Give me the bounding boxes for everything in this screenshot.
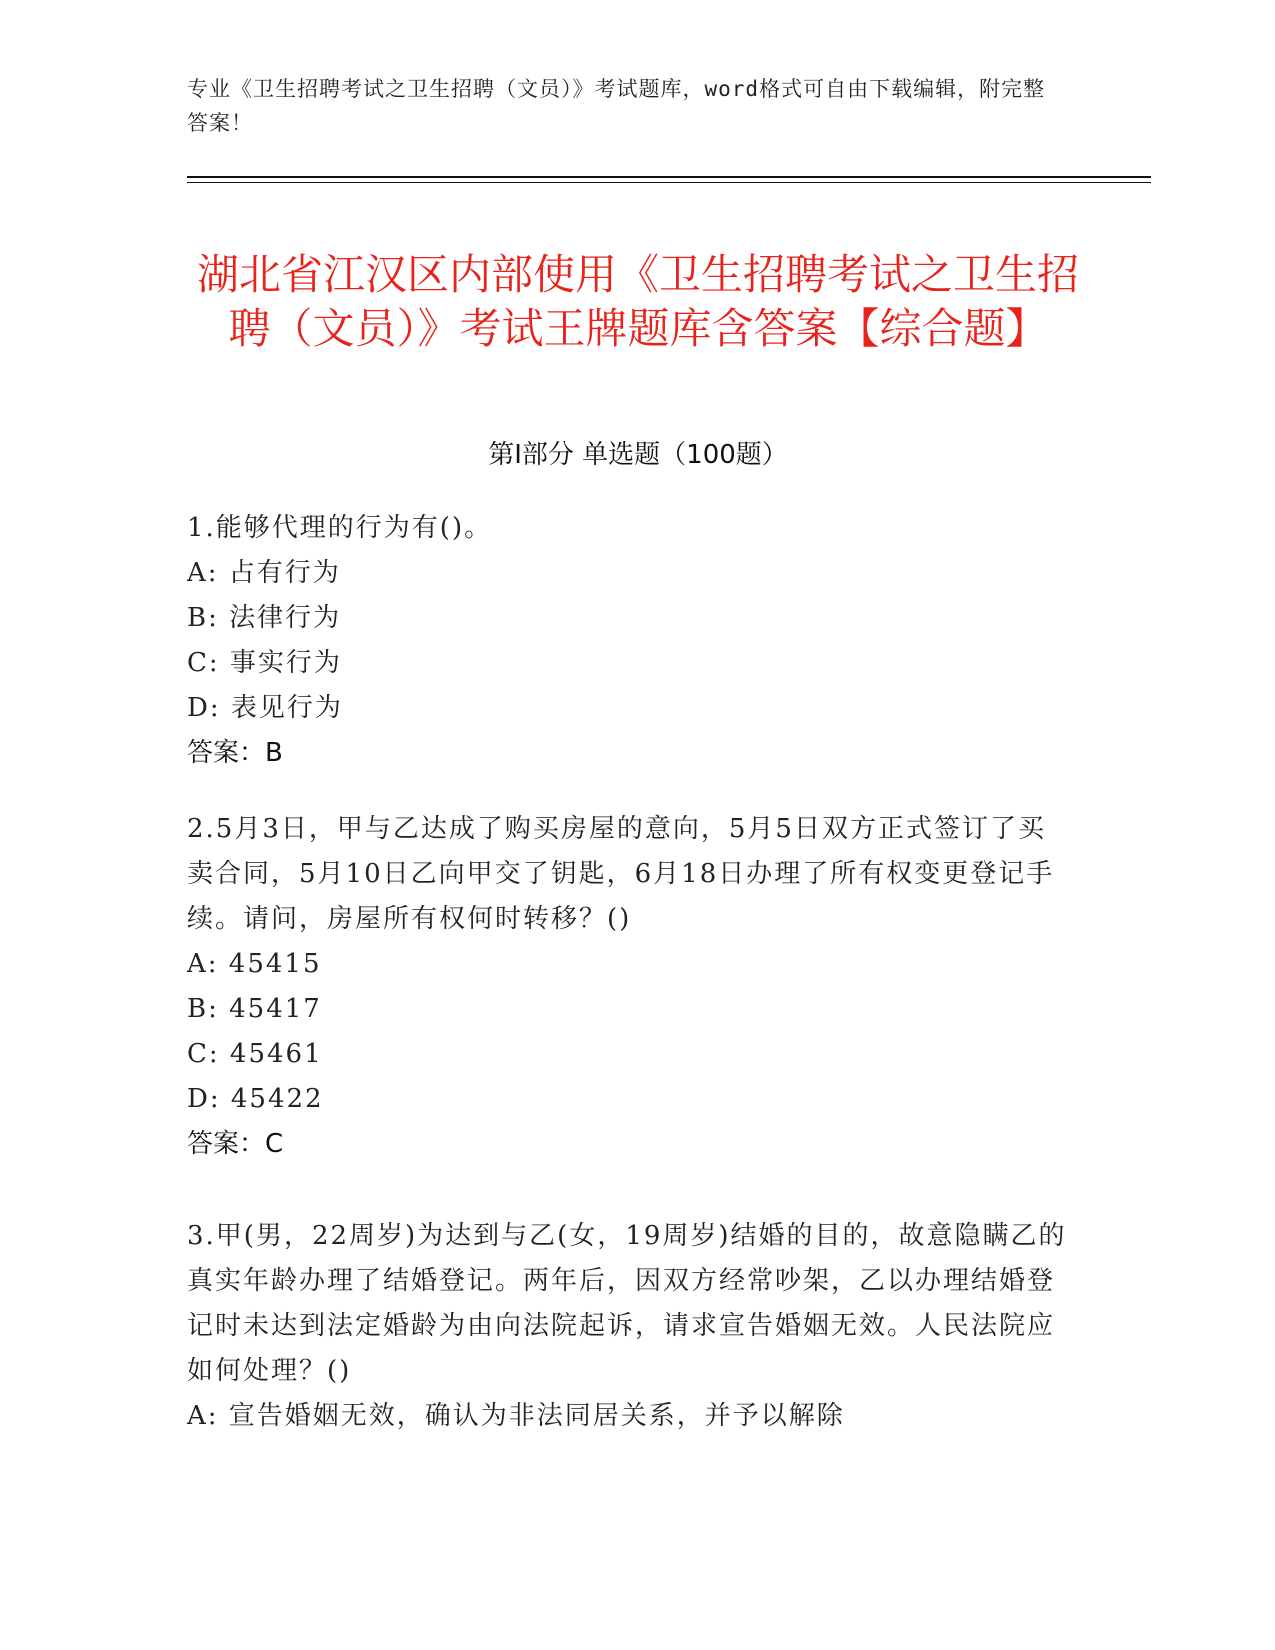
document-title: 湖北省江汉区内部使用《卫生招聘考试之卫生招聘（文员）》考试王牌题库含答案【综合题】 bbox=[196, 250, 1079, 354]
option-d: D: 45422 bbox=[187, 1084, 324, 1114]
question-stem: 3.甲(男，22周岁)为达到与乙(女，19周岁)结婚的目的，故意隐瞒乙的真实年龄办理了结婚登记。两年后，因双方经常吵架，乙以办理结婚登记时未达到法定婚龄为由向法院起诉，请求宣告婚姻无效。人民法院应如何处理？() bbox=[187, 1221, 1067, 1386]
option-a: A: 45415 bbox=[187, 949, 322, 979]
question-stem: 1.能够代理的行为有()。 bbox=[187, 513, 493, 543]
option-c: C: 45461 bbox=[187, 1039, 323, 1069]
answer-line: 答案：C bbox=[187, 1129, 284, 1159]
option-b: B: 法律行为 bbox=[187, 603, 342, 633]
option-b: B: 45417 bbox=[187, 994, 322, 1024]
header-divider-thick bbox=[187, 176, 1151, 178]
option-d: D: 表见行为 bbox=[187, 693, 343, 723]
question-1 bbox=[187, 506, 1072, 776]
header-divider-thin bbox=[187, 182, 1151, 183]
header-note: 专业《卫生招聘考试之卫生招聘（文员）》考试题库，word格式可自由下载编辑，附完整答案！ bbox=[187, 77, 1046, 135]
question-3 bbox=[187, 1214, 1072, 1439]
option-c: C: 事实行为 bbox=[187, 648, 342, 678]
answer-line: 答案：B bbox=[187, 738, 283, 768]
option-a: A: 占有行为 bbox=[187, 558, 341, 588]
section-heading: 第I部分 单选题（100题） bbox=[488, 440, 788, 470]
question-2 bbox=[187, 807, 1072, 1167]
option-a: A: 宣告婚姻无效，确认为非法同居关系，并予以解除 bbox=[187, 1401, 845, 1431]
question-stem: 2.5月3日，甲与乙达成了购买房屋的意向，5月5日双方正式签订了买卖合同，5月10日乙向甲交了钥匙，6月18日办理了所有权变更登记手续。请问，房屋所有权何时转移？() bbox=[187, 814, 1055, 934]
